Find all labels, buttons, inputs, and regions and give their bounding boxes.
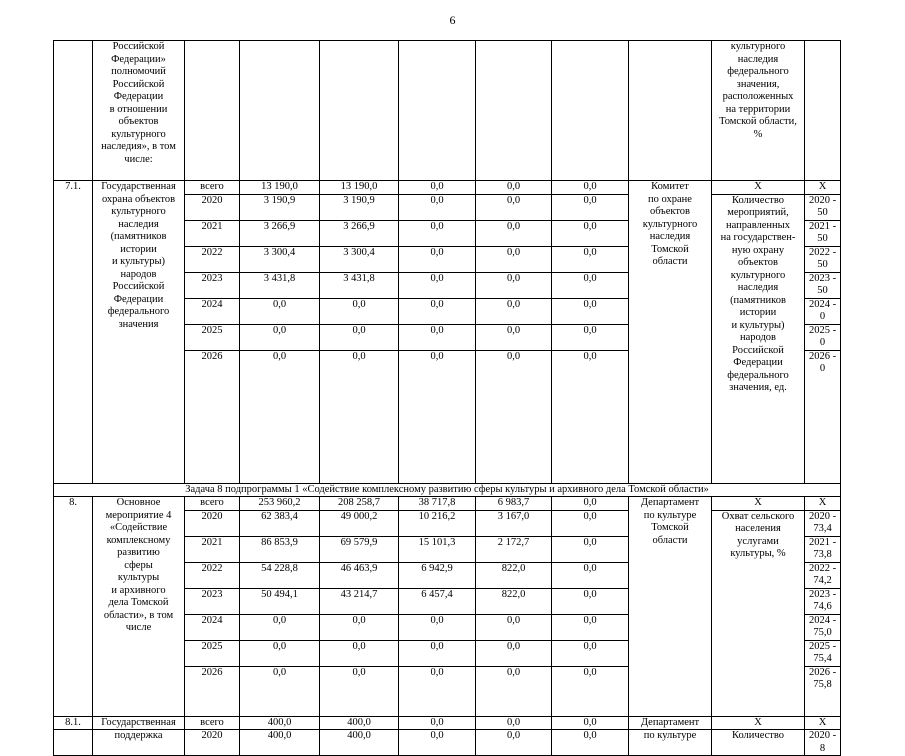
executor-7-1: Комитет по охране объектов культурного наследия Томской области [629,181,712,484]
table-row: 2024 0,0 0,0 0,0 0,0 0,0 2024 - 0 [54,298,841,324]
table-row: 2023 3 431,8 3 431,8 0,0 0,0 0,0 2023 - 50 [54,272,841,298]
table-row: 2026 0,0 0,0 0,0 0,0 0,0 2026 - 0 [54,350,841,483]
table-row: 2020 62 383,4 49 000,2 10 216,2 3 167,0 0,0 Охват сельского населения услугами культуры, % 2020 - 73,4 [54,510,841,536]
continuation-name: Российской Федерации» полномочий Российской Федерации в отношении объектов культурного наследия», в том числе: [93,41,185,181]
continuation-row [54,41,841,181]
item-name-8: Основное мероприятие 4 «Содействие комплексному развитию сферы культуры и архивного дела Томской области», в том числе [93,497,185,717]
continuation-indicator: культурного наследия федерального значения, расположенных на территории Томской области, % [712,41,805,181]
table-row: 2022 3 300,4 3 300,4 0,0 0,0 0,0 2022 - 50 [54,246,841,272]
task-8-title: Задача 8 подпрограммы 1 «Содействие комплексному развитию сферы культуры и архивного дела Томской области» [54,483,841,497]
item-number-7-1: 7.1. [54,181,93,484]
executor-8: Департамент по культуре Томской области [629,497,712,717]
item-name-7-1: Государственная охрана объектов культурного наследия (памятников истории и культуры) народов Российской Федерации федерального значения [93,181,185,484]
table-row: 2021 86 853,9 69 579,9 15 101,3 2 172,7 0,0 2021 - 73,8 [54,536,841,562]
item-name-8-1: Государственная [93,716,185,730]
table-row: 2021 3 266,9 3 266,9 0,0 0,0 0,0 2021 - 50 [54,220,841,246]
indicator-8: Охват сельского населения услугами культуры, % [712,510,805,716]
page-number: 6 [449,13,456,27]
item-number-8-1: 8.1. [54,716,93,730]
table-row: 2026 0,0 0,0 0,0 0,0 0,0 2026 - 75,8 [54,666,841,716]
task-header-row [54,483,841,497]
table-row: поддержка 2020 400,0 400,0 0,0 0,0 0,0 по культуре Количество 2020 - 8 [54,730,841,756]
table-row: 2023 50 494,1 43 214,7 6 457,4 822,0 0,0 2023 - 74,6 [54,588,841,614]
executor-8-1: Департамент [629,716,712,730]
table-row: 8.1. Государственная всего 400,0 400,0 0,0 0,0 0,0 Департамент Х Х [54,716,841,730]
indicator-7-1: Количество мероприятий, направленных на государствен- ную охрану объектов культурного наследия (памятников истории и культуры) народов Российской Федерации федерального значения, ед. [712,194,805,483]
table-row: 2025 0,0 0,0 0,0 0,0 0,0 2025 - 75,4 [54,640,841,666]
item-number-8: 8. [54,497,93,717]
program-table [53,40,841,756]
table-row: 2024 0,0 0,0 0,0 0,0 0,0 2024 - 75,0 [54,614,841,640]
table-row: 2020 3 190,9 3 190,9 0,0 0,0 0,0 Количество мероприятий, направленных на государствен- ную охрану объектов культурного наследия (памятников истории и культуры) народов Российской Федерации федерального значения, ед. 2020 - 50 [54,194,841,220]
table-row: 7.1. Государственная охрана объектов культурного наследия (памятников истории и культуры) народов Российской Федерации федерального значения всего 13 190,0 13 190,0 0,0 0,0 0,0 Комитет по охране объектов культурного наследия Томской области Х Х [54,181,841,195]
table-row: 2025 0,0 0,0 0,0 0,0 0,0 2025 - 0 [54,324,841,350]
table-row: 2022 54 228,8 46 463,9 6 942,9 822,0 0,0 2022 - 74,2 [54,562,841,588]
table-row: 8. Основное мероприятие 4 «Содействие комплексному развитию сферы культуры и архивного дела Томской области», в том числе всего 253 960,2 208 258,7 38 717,8 6 983,7 0,0 Департамент по культуре Томской области Х Х [54,497,841,511]
